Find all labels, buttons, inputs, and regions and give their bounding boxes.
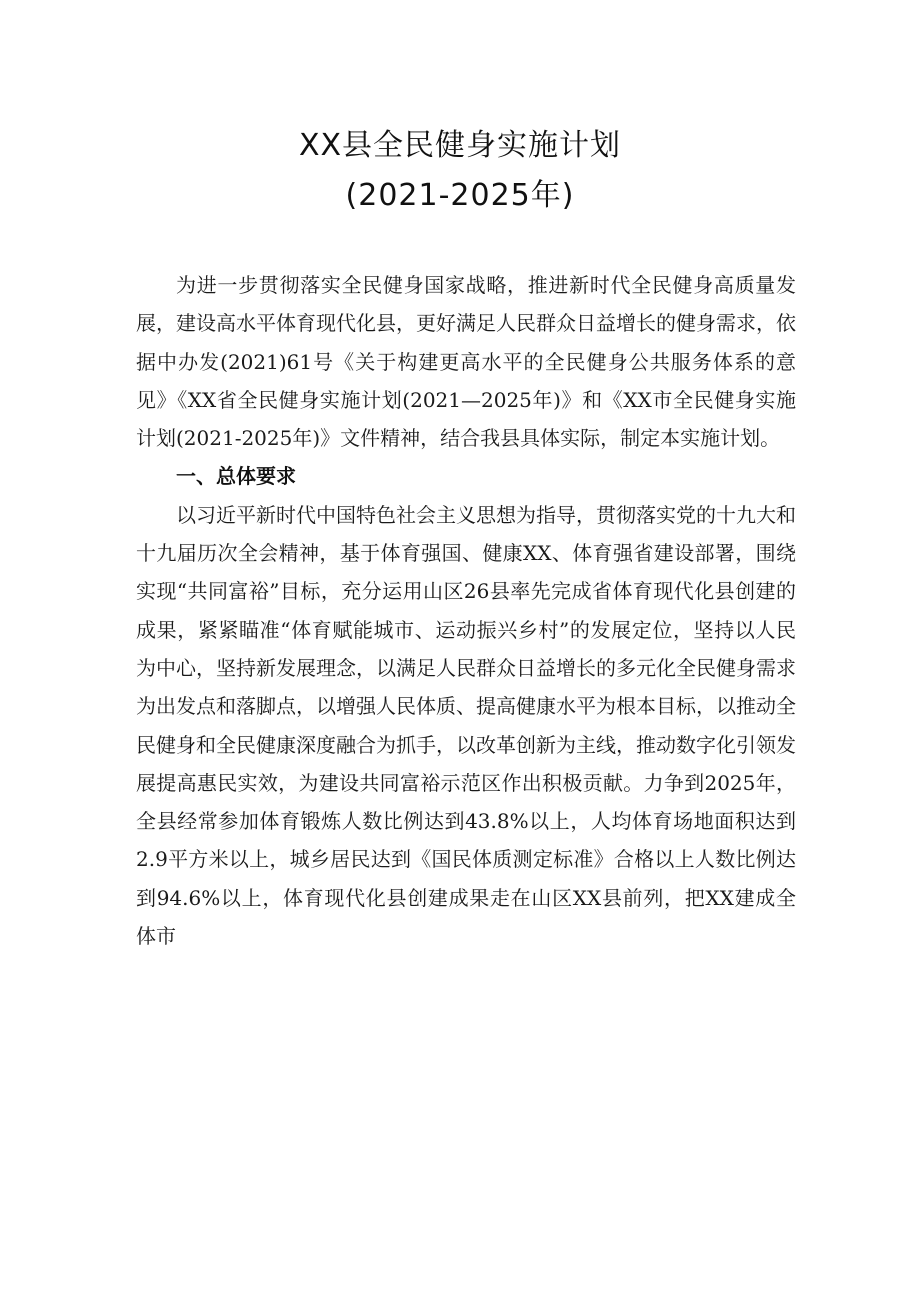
- document-body: [136, 266, 796, 955]
- document-title: XX县全民健身实施计划: [298, 128, 622, 163]
- section-heading-general-requirements: 一、总体要求: [176, 464, 296, 489]
- intro-paragraph: 为进一步贯彻落实全民健身国家战略，推进新时代全民健身高质量发展，建设高水平体育现代化县，更好满足人民群众日益增长的健身需求，依据中办发(2021)61号《关于构建更高水平的全民健身公共服务体系的意见》《XX省全民健身实施计划(2021—2025年)》和《XX市全民健身实施计划(2021-2025年)》文件精神，结合我县具体实际，制定本实施计划。: [136, 273, 796, 451]
- section-paragraph-general-requirements: 以习近平新时代中国特色社会主义思想为指导，贯彻落实党的十九大和十九届历次全会精神，基于体育强国、健康XX、体育强省建设部署，围绕实现“共同富裕”目标，充分运用山区26县率先完成省体育现代化县创建的成果，紧紧瞄准“体育赋能城市、运动振兴乡村”的发展定位，坚持以人民为中心，坚持新发展理念，以满足人民群众日益增长的多元化全民健身需求为出发点和落脚点，以增强人民体质、提高健康水平为根本目标，以推动全民健身和全民健康深度融合为抓手，以改革创新为主线，推动数字化引领发展提高惠民实效，为建设共同富裕示范区作出积极贡献。力争到2025年，全县经常参加体育锻炼人数比例达到43.8%以上，人均体育场地面积达到2.9平方米以上，城乡居民达到《国民体质测定标准》合格以上人数比例达到94.6%以上，体育现代化县创建成果走在山区XX县前列，把XX建成全体市: [136, 502, 796, 949]
- document-subtitle: (2021-2025年): [345, 178, 575, 213]
